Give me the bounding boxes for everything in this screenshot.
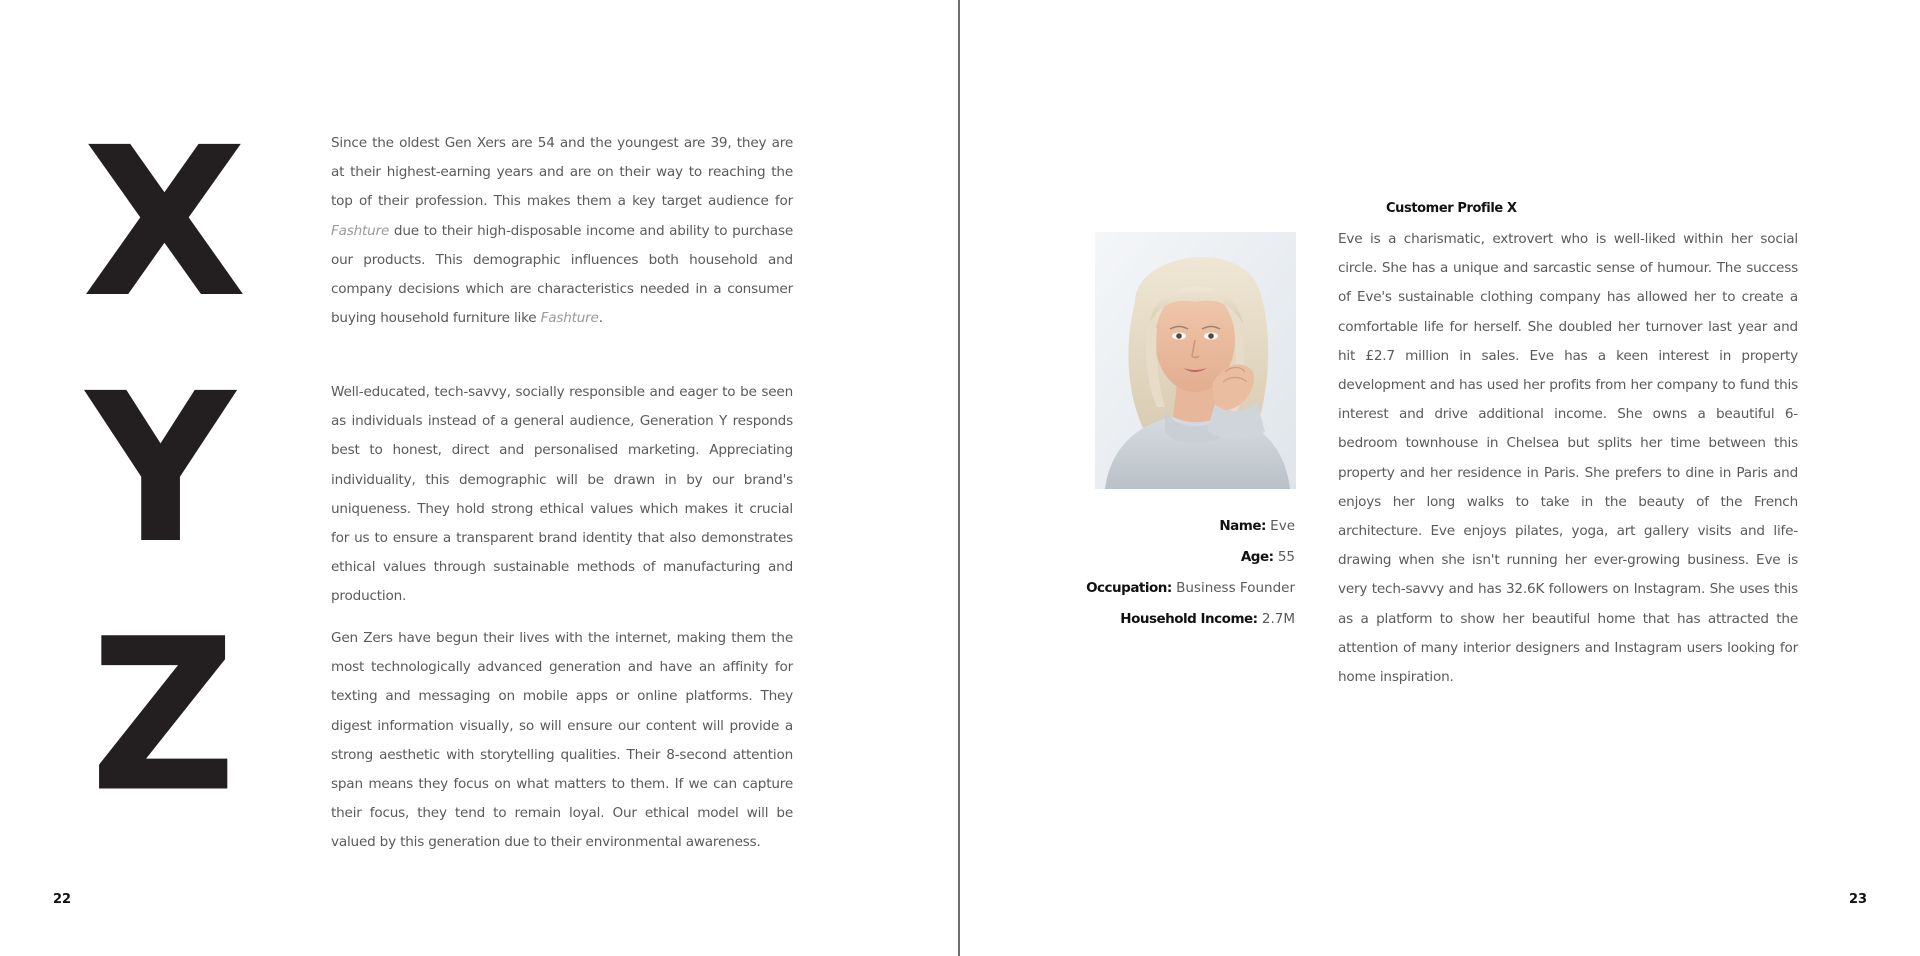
spread-divider <box>958 0 960 956</box>
fact-value: 2.7M <box>1261 611 1295 627</box>
gen-x-text-middle: due to their high-disposable income and ability to purchase our products. This demographic influences both household and company decisions which are characteristics needed in a consumer buying household furniture like <box>331 222 793 327</box>
fact-value: Business Founder <box>1176 580 1295 596</box>
fact-name <box>1060 511 1295 542</box>
portrait-illustration <box>1095 232 1296 489</box>
letter-z: Z <box>90 593 237 839</box>
gen-y-paragraph: Well-educated, tech-savvy, socially responsible and eager to be seen as individuals instead of a general audience, Generation Y responds best to honest, direct and personalised marketing. Appreciating individuality, this demographic will be drawn in by our brand's uniqueness. They hold strong ethical values which makes it crucial for us to ensure a transparent brand identity that also demonstrates ethical values through sustainable methods of manufacturing and production. <box>331 384 793 605</box>
gen-z-paragraph: Gen Zers have begun their lives with the internet, making them the most technologically advanced generation and have an affinity for texting and messaging on mobile apps or online platforms. They digest information visually, so will ensure our content will provide a strong aesthetic with storytelling qualities. Their 8-second attention span means they focus on what matters to them. If we can capture their focus, they tend to remain loyal. Our ethical model will be valued by this generation due to their environmental awareness. <box>331 630 793 851</box>
brand-name: Fashture <box>540 310 599 327</box>
profile-heading: Customer Profile X <box>1386 201 1517 216</box>
fact-occupation <box>1060 573 1295 604</box>
fact-value: Eve <box>1270 518 1295 534</box>
fact-household-income <box>1060 604 1295 635</box>
fact-value: 55 <box>1277 549 1295 565</box>
profile-facts <box>1060 511 1295 635</box>
profile-description: Eve is a charismatic, extrovert who is well-liked within her social circle. She has a unique and sarcastic sense of humour. The success of Eve's sustainable clothing company has allowed her to create a comfortable life for herself. She doubled her turnover last year and hit £2.7 million in sales. Eve has a keen interest in property development and has used her profits from her company to fund this interest and drive additional income. She owns a beautiful 6-bedroom townhouse in Chelsea but splits her time between this property and her residence in Paris. She prefers to dine in Paris and enjoys her long walks to take in the beauty of the French architecture. Eve enjoys pilates, yoga, art gallery visits and life-drawing when she isn't running her ever-growing business. Eve is very tech-savvy and has 32.6K followers on Instagram. She uses this as a platform to show her beautiful home that has attracted the attention of many interior designers and Instagram users looking for home inspiration. <box>1338 231 1798 686</box>
brand-name: Fashture <box>331 222 390 239</box>
page-number: 22 <box>53 892 72 907</box>
fact-label: Name: <box>1219 518 1266 534</box>
fact-label: Occupation: <box>1086 580 1172 596</box>
fact-label: Age: <box>1240 549 1274 565</box>
gen-x-paragraph <box>331 129 793 333</box>
fact-label: Household Income: <box>1120 611 1258 627</box>
portrait-photo <box>1095 232 1296 489</box>
fact-age <box>1060 542 1295 573</box>
gen-x-text-before: Since the oldest Gen Xers are 54 and the youngest are 39, they are at their highest-earning years and are on their way to reaching the top of their profession. This makes them a key target audience for <box>331 135 793 210</box>
gen-x-text-after: . <box>598 310 603 327</box>
left-page <box>0 0 958 956</box>
letter-y: Y <box>86 349 236 589</box>
letter-x: X <box>82 103 248 343</box>
page-number: 23 <box>1849 892 1868 907</box>
